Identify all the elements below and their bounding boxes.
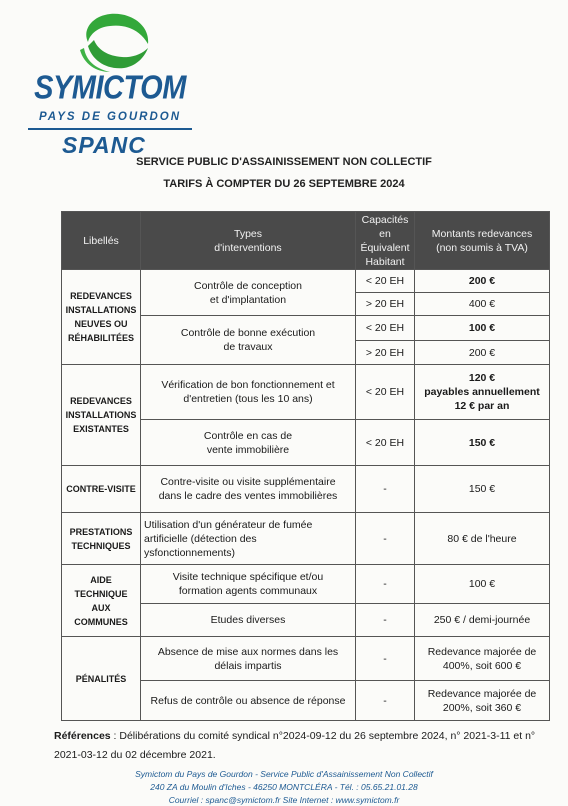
- type-line: Vérification de bon fonctionnement et: [161, 379, 335, 391]
- label-line: INSTALLATIONS: [65, 410, 137, 420]
- amount-cell: 80 € de l'heure: [415, 513, 550, 565]
- type-line: Visite technique spécifique et/ou: [172, 571, 324, 583]
- type-fumee: [141, 513, 356, 565]
- table-row: [62, 513, 550, 565]
- label-contre-visite: CONTRE-VISITE: [62, 466, 141, 513]
- references-text: : Délibérations du comité syndical n°2024-09-12 du 26 septembre 2024, n° 2021-3-11 et n° 2021-03-12 du 02 décembre 2021.: [54, 730, 536, 761]
- logo-name: SYMICTOM: [34, 69, 186, 107]
- recycling-swirl-icon: [70, 10, 152, 74]
- label-prestations: [62, 513, 141, 565]
- amount-cell: 150 €: [415, 466, 550, 513]
- references: [54, 727, 554, 765]
- header-capacites-line: en: [379, 227, 391, 240]
- header-montants-line: (non soumis à TVA): [436, 241, 528, 254]
- type-line: Contrôle de bonne exécution: [180, 327, 316, 339]
- amount-cell: 100 €: [415, 565, 550, 604]
- cap-cell: < 20 EH: [356, 316, 415, 341]
- type-line: formation agents communaux: [178, 585, 318, 597]
- amount-cell: 250 € / demi-journée: [415, 604, 550, 637]
- header-libelles: Libellés: [62, 212, 141, 270]
- symictom-logo: [30, 10, 200, 160]
- amount-cell: [415, 681, 550, 721]
- type-line: Absence de mise aux normes dans les: [157, 645, 339, 658]
- type-line: Contre-visite ou visite supplémentaire: [160, 476, 336, 488]
- amount-cell: 200 €: [415, 270, 550, 293]
- cap-cell: > 20 EH: [356, 341, 415, 365]
- amount-line: payables annuellement: [424, 386, 540, 398]
- amount-cell: [415, 365, 550, 420]
- type-conception: [141, 270, 356, 316]
- type-line: artificielle (détection des: [144, 532, 257, 545]
- label-existantes: [62, 365, 141, 466]
- table-row: [62, 565, 550, 604]
- cap-cell: < 20 EH: [356, 420, 415, 466]
- type-visite-technique: [141, 565, 356, 604]
- header-types-line: d'interventions: [214, 241, 282, 254]
- amount-cell: 150 €: [415, 420, 550, 466]
- header-types: [141, 212, 356, 270]
- type-contre-visite: [141, 466, 356, 513]
- header-montants: [415, 212, 550, 270]
- header-capacites-line: Équivalent: [360, 241, 410, 254]
- label-line: REDEVANCES: [70, 291, 132, 301]
- cap-cell: -: [356, 466, 415, 513]
- amount-line: Redevance majorée de: [427, 645, 537, 658]
- type-line: Contrôle en cas de: [203, 429, 293, 442]
- header-montants-line: Montants redevances: [431, 227, 533, 240]
- label-aide: [62, 565, 141, 637]
- document-subtitle: TARIFS À COMPTER DU 26 SEPTEMBRE 2024: [163, 178, 405, 190]
- amount-line: 200%, soit 360 €: [442, 701, 522, 714]
- cap-cell: < 20 EH: [356, 270, 415, 293]
- type-line: dans le cadre des ventes immobilières: [158, 490, 338, 502]
- logo-divider: [28, 128, 192, 130]
- amount-line: Redevance majorée de: [427, 687, 537, 700]
- logo-service: SPANC: [62, 132, 146, 158]
- amount-cell: 100 €: [415, 316, 550, 341]
- amount-line: 120 €: [468, 372, 496, 384]
- tarifs-table: [61, 211, 550, 721]
- type-vente: [141, 420, 356, 466]
- type-line: d'entretien (tous les 10 ans): [183, 393, 313, 405]
- type-line: délais impartis: [214, 659, 282, 672]
- table-row: [62, 270, 550, 293]
- amount-line: 400%, soit 600 €: [442, 659, 522, 672]
- amount-line: 12 € par an: [454, 400, 510, 412]
- type-line: et d'implantation: [209, 293, 287, 306]
- type-absence: [141, 637, 356, 681]
- table-row: [62, 466, 550, 513]
- table-header-row: [62, 212, 550, 270]
- footer-address: 240 ZA du Moulin d'Iches - 46250 MONTCLÉRA - Tél. : 05.65.21.01.28: [150, 782, 418, 792]
- amount-cell: 400 €: [415, 293, 550, 316]
- references-label: Références: [54, 730, 111, 742]
- cap-cell: -: [356, 604, 415, 637]
- table-row: [62, 637, 550, 681]
- type-line: ysfonctionnements): [144, 546, 236, 559]
- type-execution: [141, 316, 356, 365]
- type-line: vente immobilière: [206, 443, 290, 456]
- label-line: TECHNIQUE: [74, 588, 128, 599]
- amount-cell: 200 €: [415, 341, 550, 365]
- label-line: REDEVANCES: [70, 396, 132, 406]
- cap-cell: -: [356, 565, 415, 604]
- label-line: AUX: [91, 602, 111, 613]
- footer-organisation: Symictom du Pays de Gourdon - Service Public d'Assainissement Non Collectif: [135, 769, 433, 779]
- type-refus: Refus de contrôle ou absence de réponse: [141, 681, 356, 721]
- label-line: RÉHABILITÉES: [67, 333, 134, 343]
- cap-cell: -: [356, 681, 415, 721]
- label-line: NEUVES OU: [74, 319, 128, 329]
- header-types-line: Types: [233, 227, 262, 240]
- label-line: EXISTANTES: [73, 424, 129, 434]
- cap-cell: -: [356, 637, 415, 681]
- logo-subtitle: PAYS DE GOURDON: [38, 111, 182, 123]
- type-verification: [141, 365, 356, 420]
- label-line: PRESTATIONS: [69, 526, 133, 537]
- header-capacites: [356, 212, 415, 270]
- header-capacites-line: Habitant: [365, 255, 405, 268]
- label-line: COMMUNES: [74, 616, 128, 627]
- type-line: de travaux: [223, 341, 273, 353]
- label-line: AIDE: [90, 574, 112, 585]
- type-line: Utilisation d'un générateur de fumée: [144, 518, 313, 531]
- cap-cell: -: [356, 513, 415, 565]
- cap-cell: > 20 EH: [356, 293, 415, 316]
- document-title: SERVICE PUBLIC D'ASSAINISSEMENT NON COLLECTIF: [136, 156, 432, 168]
- header-capacites-line: Capacités: [361, 213, 409, 226]
- type-line: Contrôle de conception: [194, 279, 302, 292]
- type-etudes: Etudes diverses: [141, 604, 356, 637]
- cap-cell: < 20 EH: [356, 365, 415, 420]
- label-line: INSTALLATIONS: [65, 305, 137, 315]
- table-row: [62, 365, 550, 420]
- label-line: TECHNIQUES: [71, 540, 131, 551]
- footer-contact: Courriel : spanc@symictom.fr Site Internet : www.symictom.fr: [168, 795, 400, 805]
- label-penalites: PÉNALITÉS: [62, 637, 141, 721]
- label-neuves: [62, 270, 141, 365]
- amount-cell: [415, 637, 550, 681]
